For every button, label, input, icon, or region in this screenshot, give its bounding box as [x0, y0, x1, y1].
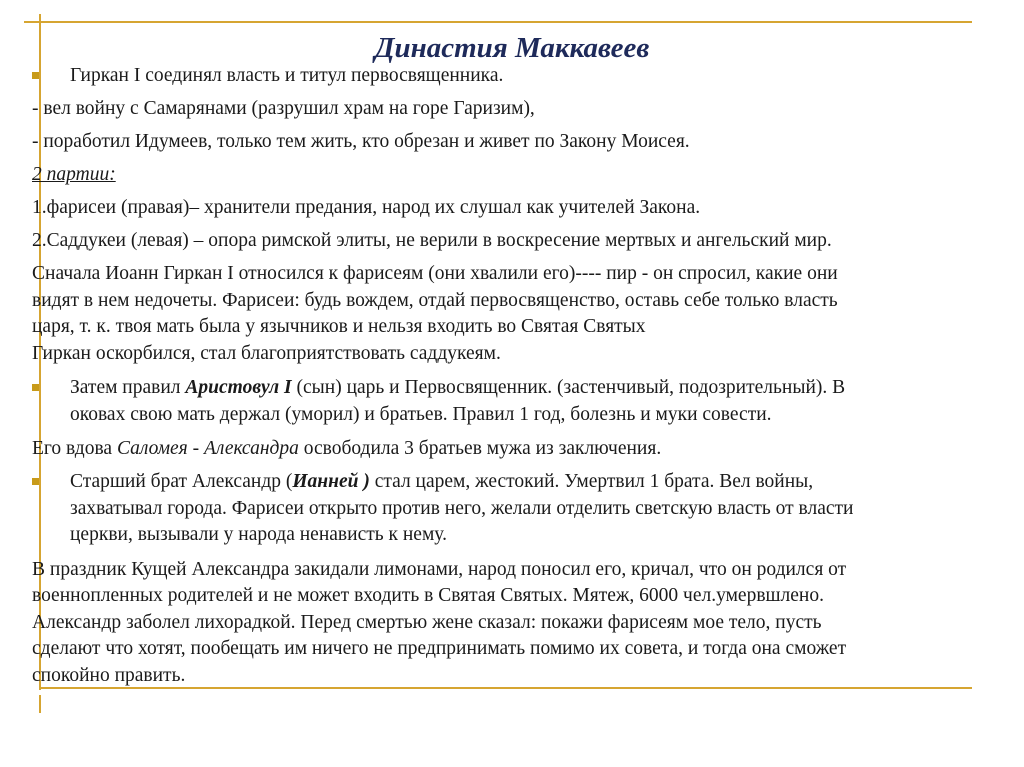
paragraph-salome: Его вдова Саломея - Александра освободила 3 братьев мужа из заключения.: [32, 438, 662, 459]
slide-body: [32, 63, 1007, 697]
name-salome-alexandra: Саломея - Александра: [116, 438, 299, 459]
name-aristobulus: Аристовул I: [185, 377, 292, 398]
frame-left-tail: [39, 695, 41, 713]
text-line: сделают что хотят, пообещать им ничего не предпринимать помимо их совета, и тогда она сможет: [32, 638, 847, 659]
slide-title: Династия Маккавеев: [374, 32, 650, 64]
text-line: Старший брат Александр (Ианней ) стал царем, жестокий. Умертвил 1 брата. Вел войны,: [70, 471, 814, 492]
text-line: спокойно править.: [32, 664, 186, 686]
paragraph-3: - поработил Идумеев, только тем жить, кто обрезан и живет по Закону Моисея.: [32, 131, 690, 152]
bullet-square-icon: [32, 478, 39, 485]
text-line: видят в нем недочеты. Фарисеи: будь вождем, отдай первосвященство, оставь себе только власть: [32, 289, 838, 311]
paragraph-pharisees: 1.фарисеи (правая)– хранители предания, народ их слушал как учителей Закона.: [32, 197, 701, 218]
name-jannaeus: Ианней ): [292, 471, 370, 492]
paragraph-text: Гиркан I соединял власть и титул первосвященника.: [70, 65, 504, 86]
text-line: Гиркан оскорбился, стал благоприятствовать саддукеям.: [32, 342, 501, 364]
text-line: Затем правил Аристовул I (сын) царь и Первосвященник. (застенчивый, подозрительный). В: [70, 377, 846, 398]
paragraph-bullet-1: [32, 63, 1007, 88]
text-line: оковах свою мать держал (уморил) и братьев. Правил 1 год, болезнь и муки совести.: [70, 403, 772, 425]
bullet-square-icon: [32, 72, 39, 79]
paragraph-sukkot: [32, 557, 1007, 690]
paragraph-bullet-aristobulus: [32, 375, 1007, 428]
text-line: В праздник Кущей Александра закидали лимонами, народ поносил его, кричал, что он родился от: [32, 558, 847, 580]
frame-top-line: [24, 21, 972, 23]
text-line: Александр заболел лихорадкой. Перед смертью жене сказал: покажи фарисеям мое тело, пусть: [32, 611, 822, 633]
text-line: военнопленных родителей и не может входить в Святая Святых. Мятеж, 6000 чел.умервшлено.: [32, 585, 824, 606]
text-line: захватывал города. Фарисеи открыто против него, желали отделить светскую власть от власти: [70, 497, 854, 519]
text-line: Сначала Иоанн Гиркан I относился к фарисеям (они хвалили его)---- пир - он спросил, какие они: [32, 263, 838, 284]
paragraph-sadducees: 2.Саддукеи (левая) – опора римской элиты, не верили в воскресение мертвых и ангельский мир.: [32, 230, 832, 251]
bullet-square-icon: [32, 384, 39, 391]
parties-heading: 2 партии:: [32, 164, 116, 185]
text-line: царя, т. к. твоя мать была у язычников и нельзя входить во Святая Святых: [32, 316, 646, 337]
text-line: церкви, вызывали у народа ненависть к нему.: [70, 524, 447, 545]
paragraph-hyrcanus: [32, 261, 1007, 367]
paragraph-bullet-alexander: [32, 469, 1007, 549]
paragraph-2: - вел войну с Самарянами (разрушил храм на горе Гаризим),: [32, 98, 535, 119]
